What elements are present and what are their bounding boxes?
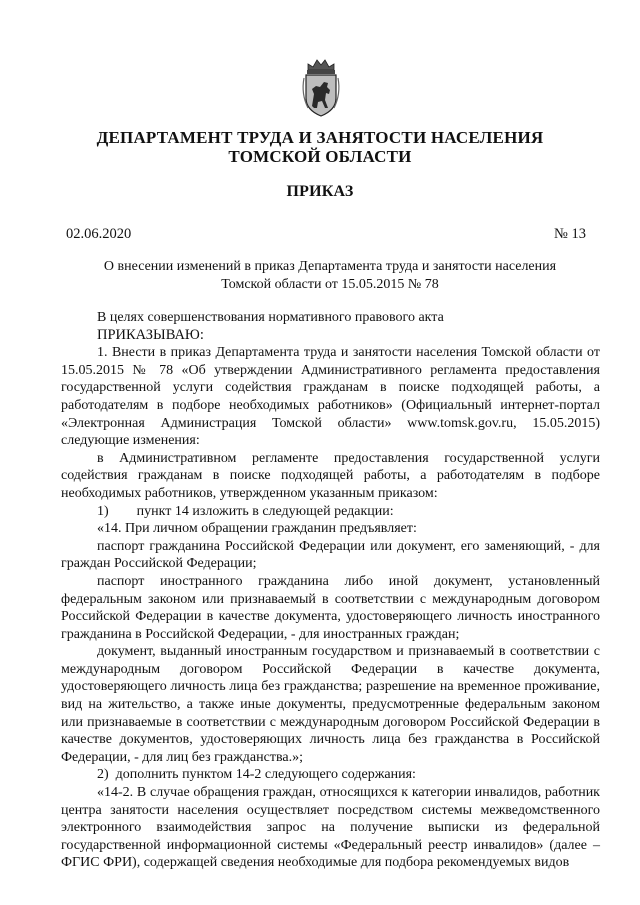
document-body	[61, 309, 600, 872]
command-line: ПРИКАЗЫВАЮ:	[97, 326, 204, 343]
purpose-line: В целях совершенствования нормативного правового акта	[97, 310, 444, 325]
body-paragraph: паспорт гражданина Российской Федерации или документ, его заменяющий, - для граждан Российской Федерации;	[61, 538, 600, 572]
document-subject: О внесении изменений в приказ Департамента труда и занятости населения Томской области от 15.05.2015 № 78	[103, 259, 557, 292]
department-name-line1: ДЕПАРТАМЕНТ ТРУДА И ЗАНЯТОСТИ НАСЕЛЕНИЯ	[96, 128, 544, 147]
document-number: № 13	[554, 226, 586, 242]
body-paragraph: паспорт иностранного гражданина либо иной документ, установленный федеральным законом или признаваемый в соответствии с международным договором Российской Федерации в качестве документа, удостоверяющего личность иностранного гражданина в Российской Федерации, - для иностранных граждан;	[61, 573, 600, 642]
department-name-line2: ТОМСКОЙ ОБЛАСТИ	[228, 147, 412, 166]
body-paragraph: 1) пункт 14 изложить в следующей редакции:	[97, 503, 394, 519]
body-paragraph: 1. Внести в приказ Департамента труда и занятости населения Томской области от 15.05.2015 № 78 «Об утверждении Административного регламента предоставления государственной услуги содействия гражданам в поиске подходящей работы, а работодателям в подборе необходимых работников» (Официальный интернет-портал «Электронная Администрация Томской области» www.tomsk.gov.ru, 15.05.2015) следующие изменения:	[61, 345, 600, 449]
document-date: 02.06.2020	[66, 226, 132, 242]
body-paragraph: 2) дополнить пунктом 14-2 следующего содержания:	[97, 767, 416, 783]
body-paragraph: в Административном регламенте предоставления государственной услуги содействия гражданам в поиске подходящей работы, а работодателям в подборе необходимых работников, утвержденном указанным приказом:	[61, 450, 600, 501]
body-paragraph: документ, выданный иностранным государством и признаваемый в соответствии с международным договором Российской Федерации в качестве документа, удостоверяющего личность лица без гражданства; разрешение на временное проживание, вид на жительство, а также иные документы, предусмотренные федеральным законом или признаваемые в соответствии с международным договором Российской Федерации в качестве документов, удостоверяющих личность лица без гражданства в Российской Федерации, - для лиц без гражданства.»;	[61, 644, 600, 765]
body-paragraph: «14. При личном обращении гражданин предъявляет:	[97, 521, 417, 537]
body-paragraph: «14-2. В случае обращения граждан, относящихся к категории инвалидов, работник центра занятости населения осуществляет посредством системы межведомственного электронного взаимодействия запрос на получение выписки из федеральной государственной информационной системы «Федеральный реестр инвалидов» (далее – ФГИС ФРИ), содержащей сведения необходимые для подбора рекомендуемых видов	[61, 785, 600, 871]
tomsk-coat-of-arms-icon	[300, 56, 342, 118]
document-type-title: ПРИКАЗ	[286, 183, 354, 200]
